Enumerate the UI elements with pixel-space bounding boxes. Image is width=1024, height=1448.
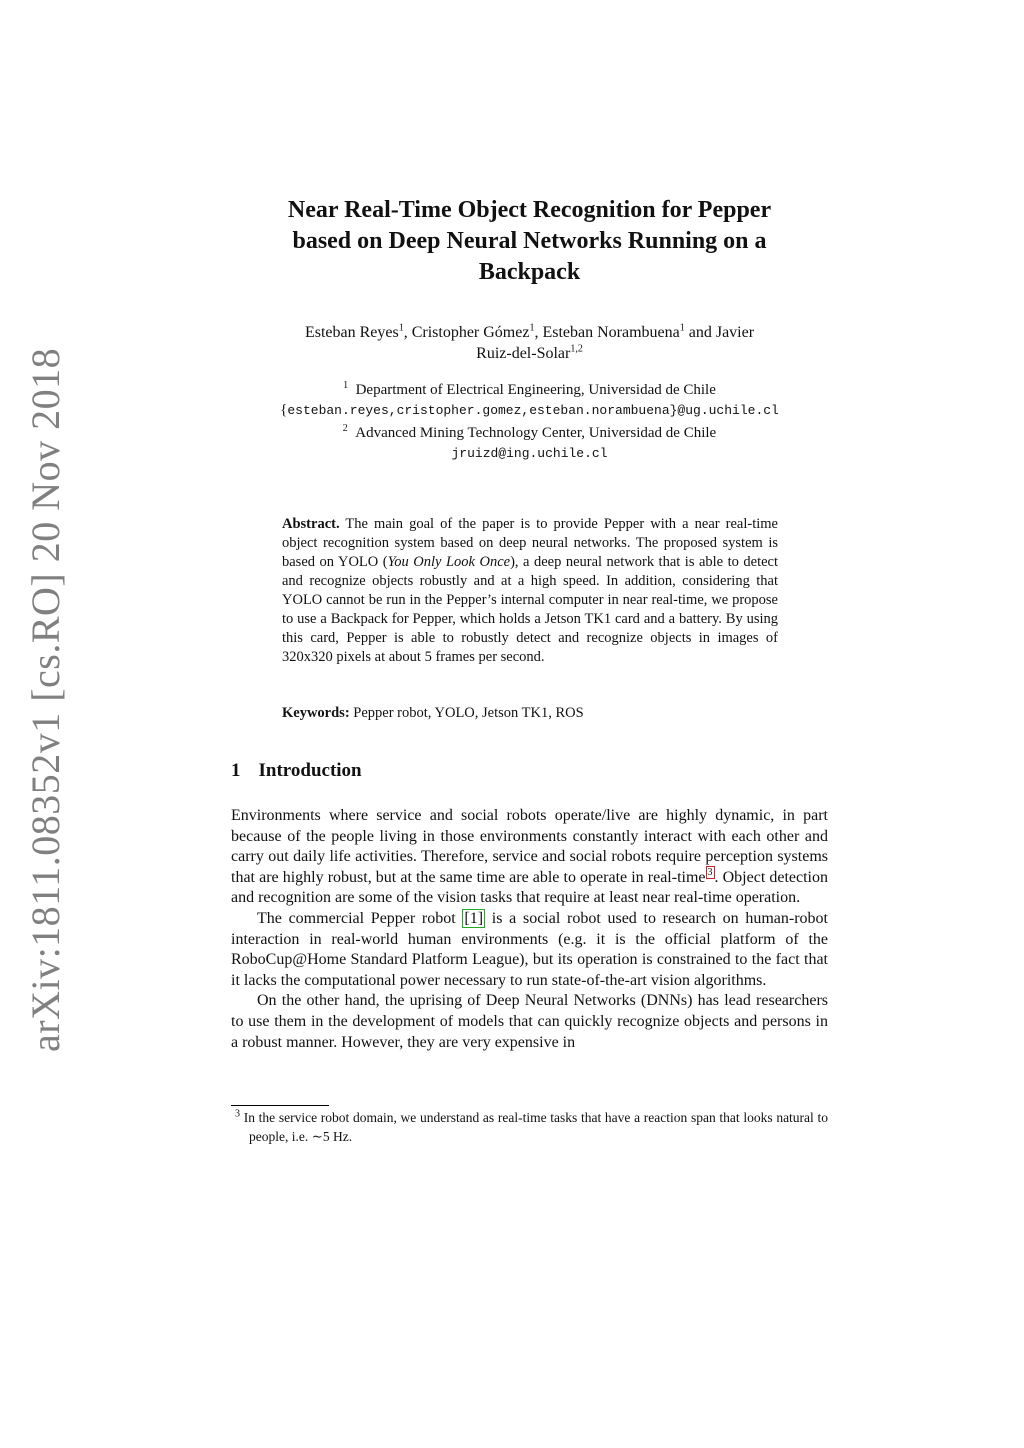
footnote-link[interactable]: 3 — [707, 867, 713, 879]
title-line: based on Deep Neural Networks Running on a — [292, 228, 767, 254]
affiliation-mark: 1 — [398, 322, 404, 334]
abstract — [282, 515, 778, 667]
section-title: Introduction — [258, 760, 362, 781]
affiliation-number: 2 — [342, 423, 348, 434]
abstract-text: The main goal of the paper is to provide Pepper with a near real-time object recognition system based on deep neural networks. The proposed system is based on YOLO ( — [282, 516, 778, 570]
title-line: Near Real-Time Object Recognition for Pepper — [287, 197, 772, 223]
paragraph — [231, 806, 828, 909]
affiliation-2-email — [231, 444, 828, 463]
affiliations — [231, 381, 828, 463]
footnote — [231, 1108, 828, 1146]
author-list — [231, 322, 828, 364]
paragraph-text: The commercial Pepper robot — [257, 909, 463, 927]
email-addresses: esteban.reyes,cristopher.gomez,esteban.norambuena — [287, 403, 670, 418]
affiliation-1 — [231, 381, 828, 400]
section-number: 1 — [231, 760, 241, 781]
affiliation-mark: 1 — [529, 322, 535, 334]
footnote-mark: 3 — [235, 1108, 240, 1120]
citation-link[interactable]: [1] — [464, 909, 484, 927]
keywords-text: Pepper robot, YOLO, Jetson TK1, ROS — [349, 705, 584, 721]
author-separator: , — [534, 324, 543, 341]
keywords — [282, 704, 778, 723]
affiliation-number: 1 — [343, 380, 349, 391]
author-name: Cristopher Gómez — [411, 324, 530, 341]
affiliation-mark: 1,2 — [570, 343, 583, 355]
section-heading — [231, 759, 828, 783]
footnote-rule — [231, 1105, 329, 1106]
paragraph-text: . Object detection and recognition are some of the vision tasks that require at least near real-time operation. — [231, 868, 828, 907]
arxiv-identifier-stamp: arXiv:1811.08352v1 [cs.RO] 20 Nov 2018 — [23, 347, 68, 1052]
title-line: Backpack — [478, 259, 581, 285]
abstract-italic: You Only Look Once — [387, 554, 511, 570]
author-separator: , — [403, 324, 412, 341]
paragraph: On the other hand, the uprising of Deep Neural Networks (DNNs) has lead researchers to use them in the development of models that can quickly recognize objects and persons in a robust manner. However, they are very expensive in — [231, 992, 828, 1051]
brace: { — [280, 402, 288, 418]
affiliation-name: Advanced Mining Technology Center, Universidad de Chile — [355, 425, 717, 441]
paper-title — [231, 195, 828, 288]
affiliation-name: Department of Electrical Engineering, Universidad de Chile — [355, 382, 716, 398]
author-name: Esteban Reyes — [304, 324, 399, 341]
author-conjunction: and Javier — [688, 324, 755, 341]
author-name: Ruiz-del-Solar — [476, 345, 571, 362]
email-address: jruizd@ing.uchile.cl — [451, 446, 608, 461]
footnote-text: In the service robot domain, we understand as real-time tasks that have a reaction span that looks natural to people, i.e. ∼5 Hz. — [240, 1110, 828, 1144]
affiliation-mark: 1 — [679, 322, 685, 334]
abstract-label: Abstract. — [282, 516, 340, 532]
abstract-text: ), a deep neural network that is able to detect and recognize objects robustly and at a high speed. In addition, considering that YOLO cannot be run in the Pepper’s internal computer in near real-time, we propose to use a Backpack for Pepper, which holds a Jetson TK1 card and a battery. By using this card, Pepper is able to robustly detect and recognize objects in images of 320x320 pixels at about 5 frames per second. — [282, 554, 779, 665]
affiliation-1-emails — [231, 401, 828, 420]
author-name: Esteban Norambuena — [542, 324, 680, 341]
email-domain: }@ug.uchile.cl — [669, 403, 779, 418]
keywords-label: Keywords: — [282, 705, 350, 721]
paragraph-text: is a social robot used to research on human-robot interaction in real-world human environments (e.g. it is the official platform of the RoboCup@Home Standard Platform League), but its operation is constrained to the fact that it lacks the computational power necessary to run state-of-the-art vision algorithms. — [231, 909, 829, 989]
paragraph-text: Environments where service and social robots operate/live are highly dynamic, in part because of the people living in those environments constantly interact with each other and carry out daily life activities. Therefore, service and social robots require perception systems that are highly robust, but at the same time are able to operate in real-time — [231, 807, 828, 886]
affiliation-2 — [231, 424, 828, 443]
body-text — [231, 806, 828, 1053]
paragraph — [231, 909, 828, 991]
